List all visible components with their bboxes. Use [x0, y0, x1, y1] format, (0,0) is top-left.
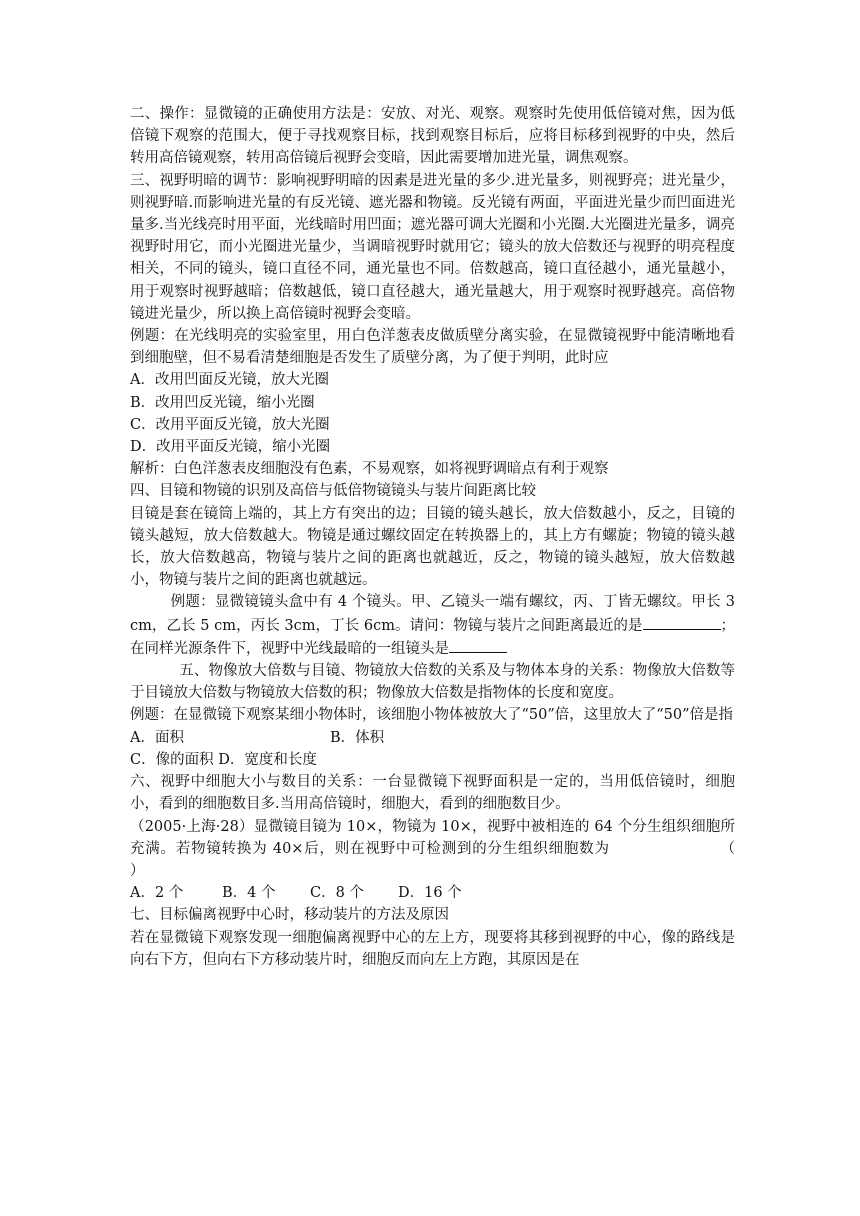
answer-blank-2[interactable]: [449, 637, 507, 653]
section-moving-slide: 若在显微镜下观察发现一细胞偏离视野中心的左上方，现要将其移到视野的中心，像的路线是向右下方，但向右下方移动装片时，细胞反而向左上方跑，其原因是在: [130, 929, 735, 968]
example-2-text: 例题：显微镜镜头盒中有 4 个镜头。甲、乙镜头一端有螺纹，丙、丁皆无螺纹。甲长 3 cm，乙长 5 cm，丙长 3cm，丁长 6cm。请问：物镜与装片之间距离最近的是: [130, 594, 735, 634]
option-area: A．面积: [130, 729, 184, 746]
section-operation: 二、操作：显微镜的正确使用方法是：安放、对光、观察。观察时先使用低倍镜对焦，因为低倍镜下观察的范围大，便于寻找观察目标，找到观察目标后，应将目标移到视野的中央，然后转用高倍镜观察，转用高倍镜后视野会变暗，因此需要增加进光量，调焦观察。: [130, 106, 735, 167]
document-body: [130, 103, 764, 971]
section-heading-4: 四、目镜和物镜的识别及高倍与低倍物镜镜头与装片间距离比较: [130, 483, 536, 500]
options-row-1: [130, 727, 735, 749]
option-d: D．改用平面反光镜，缩小光圈: [130, 439, 331, 456]
example-2-text-cont: ；在同样光源条件下，视野中光线最暗的一组镜头是: [130, 617, 735, 657]
analysis: 解析：白色洋葱表皮细胞没有色素，不易观察，如将视野调暗点有利于观察: [130, 461, 609, 478]
exam-question: [130, 816, 764, 883]
option-4: B．4 个: [222, 885, 276, 902]
options-row-3: [130, 882, 735, 904]
section-heading-7: 七、目标偏离视野中心时，移动装片的方法及原因: [130, 907, 449, 924]
example-question-2: [130, 591, 735, 660]
option-volume: B．体积: [330, 729, 385, 746]
section-magnification: 五、物像放大倍数与目镜、物镜放大倍数的关系及与物体本身的关系：物像放大倍数等于目镜放大倍数与物镜放大倍数的积；物像放大倍数是指物体的长度和宽度。: [130, 663, 735, 702]
option-a: A．改用凹面反光镜，放大光圈: [130, 372, 329, 389]
option-2: A．2 个: [130, 885, 184, 902]
section-cell-size-count: 六、视野中细胞大小与数目的关系：一台显微镜下视野面积是一定的，当用低倍镜时，细胞小，看到的细胞数目多.当用高倍镜时，细胞大，看到的细胞数目少。: [130, 774, 735, 813]
section-brightness: 三、视野明暗的调节：影响视野明暗的因素是进光量的多少.进光量多，则视野亮；进光量少，则视野暗.而影响进光量的有反光镜、遮光器和物镜。反光镜有两面，平面进光量少而凹面进光量多.当光线亮时用平面，光线暗时用凹面；遮光器可调大光圈和小光圈.大光圈进光量多，调亮视野时用它，而小光圈进光量少，当调暗视野时就用它；镜头的放大倍数还与视野的明亮程度相关，不同的镜头，镜口直径不同，通光量也不同。倍数越高，镜口直径越小，通光量越小，用于观察时视野越暗；倍数越低，镜口直径越大，通光量越大，用于观察时视野越亮。高倍物镜进光量少，所以换上高倍镜时视野会变暗。: [130, 172, 735, 322]
answer-blank-1[interactable]: [643, 614, 721, 630]
exam-question-text: （2005·上海·28）显微镜目镜为 10×，物镜为 10×，视野中被相连的 64 个分生组织细胞所充满。若物镜转换为 40×后，则在视野中可检测到的分生组织细胞数为: [130, 818, 735, 857]
option-b: B．改用凹反光镜，缩小光圈: [130, 394, 315, 411]
option-8: C．8 个: [310, 885, 364, 902]
example-question-1: 例题：在光线明亮的实验室里，用白色洋葱表皮做质壁分离实验，在显微镜视野中能清晰地看到细胞壁，但不易看清楚细胞是否发生了质壁分离，为了便于判明，此时应: [130, 328, 735, 367]
option-c: C．改用平面反光镜，放大光圈: [130, 416, 330, 433]
example-question-3: 例题：在显微镜下观察某细小物体时，该细胞小物体被放大了“50”倍，这里放大了“50”倍是指: [130, 707, 734, 724]
option-16: D．16 个: [398, 885, 462, 902]
options-row-2: C．像的面积 D．宽度和长度: [130, 751, 317, 768]
section-eyepiece-objective: 目镜是套在镜筒上端的，其上方有突出的边；目镜的镜头越长，放大倍数越小，反之，目镜的镜头越短，放大倍数越大。物镜是通过螺纹固定在转换器上的，其上方有螺旋；物镜的镜头越长，放大倍数越高，物镜与装片之间的距离也就越近，反之，物镜的镜头越短，放大倍数越小，物镜与装片之间的距离也就越远。: [130, 505, 735, 589]
answer-paren: （ ）: [130, 840, 764, 879]
